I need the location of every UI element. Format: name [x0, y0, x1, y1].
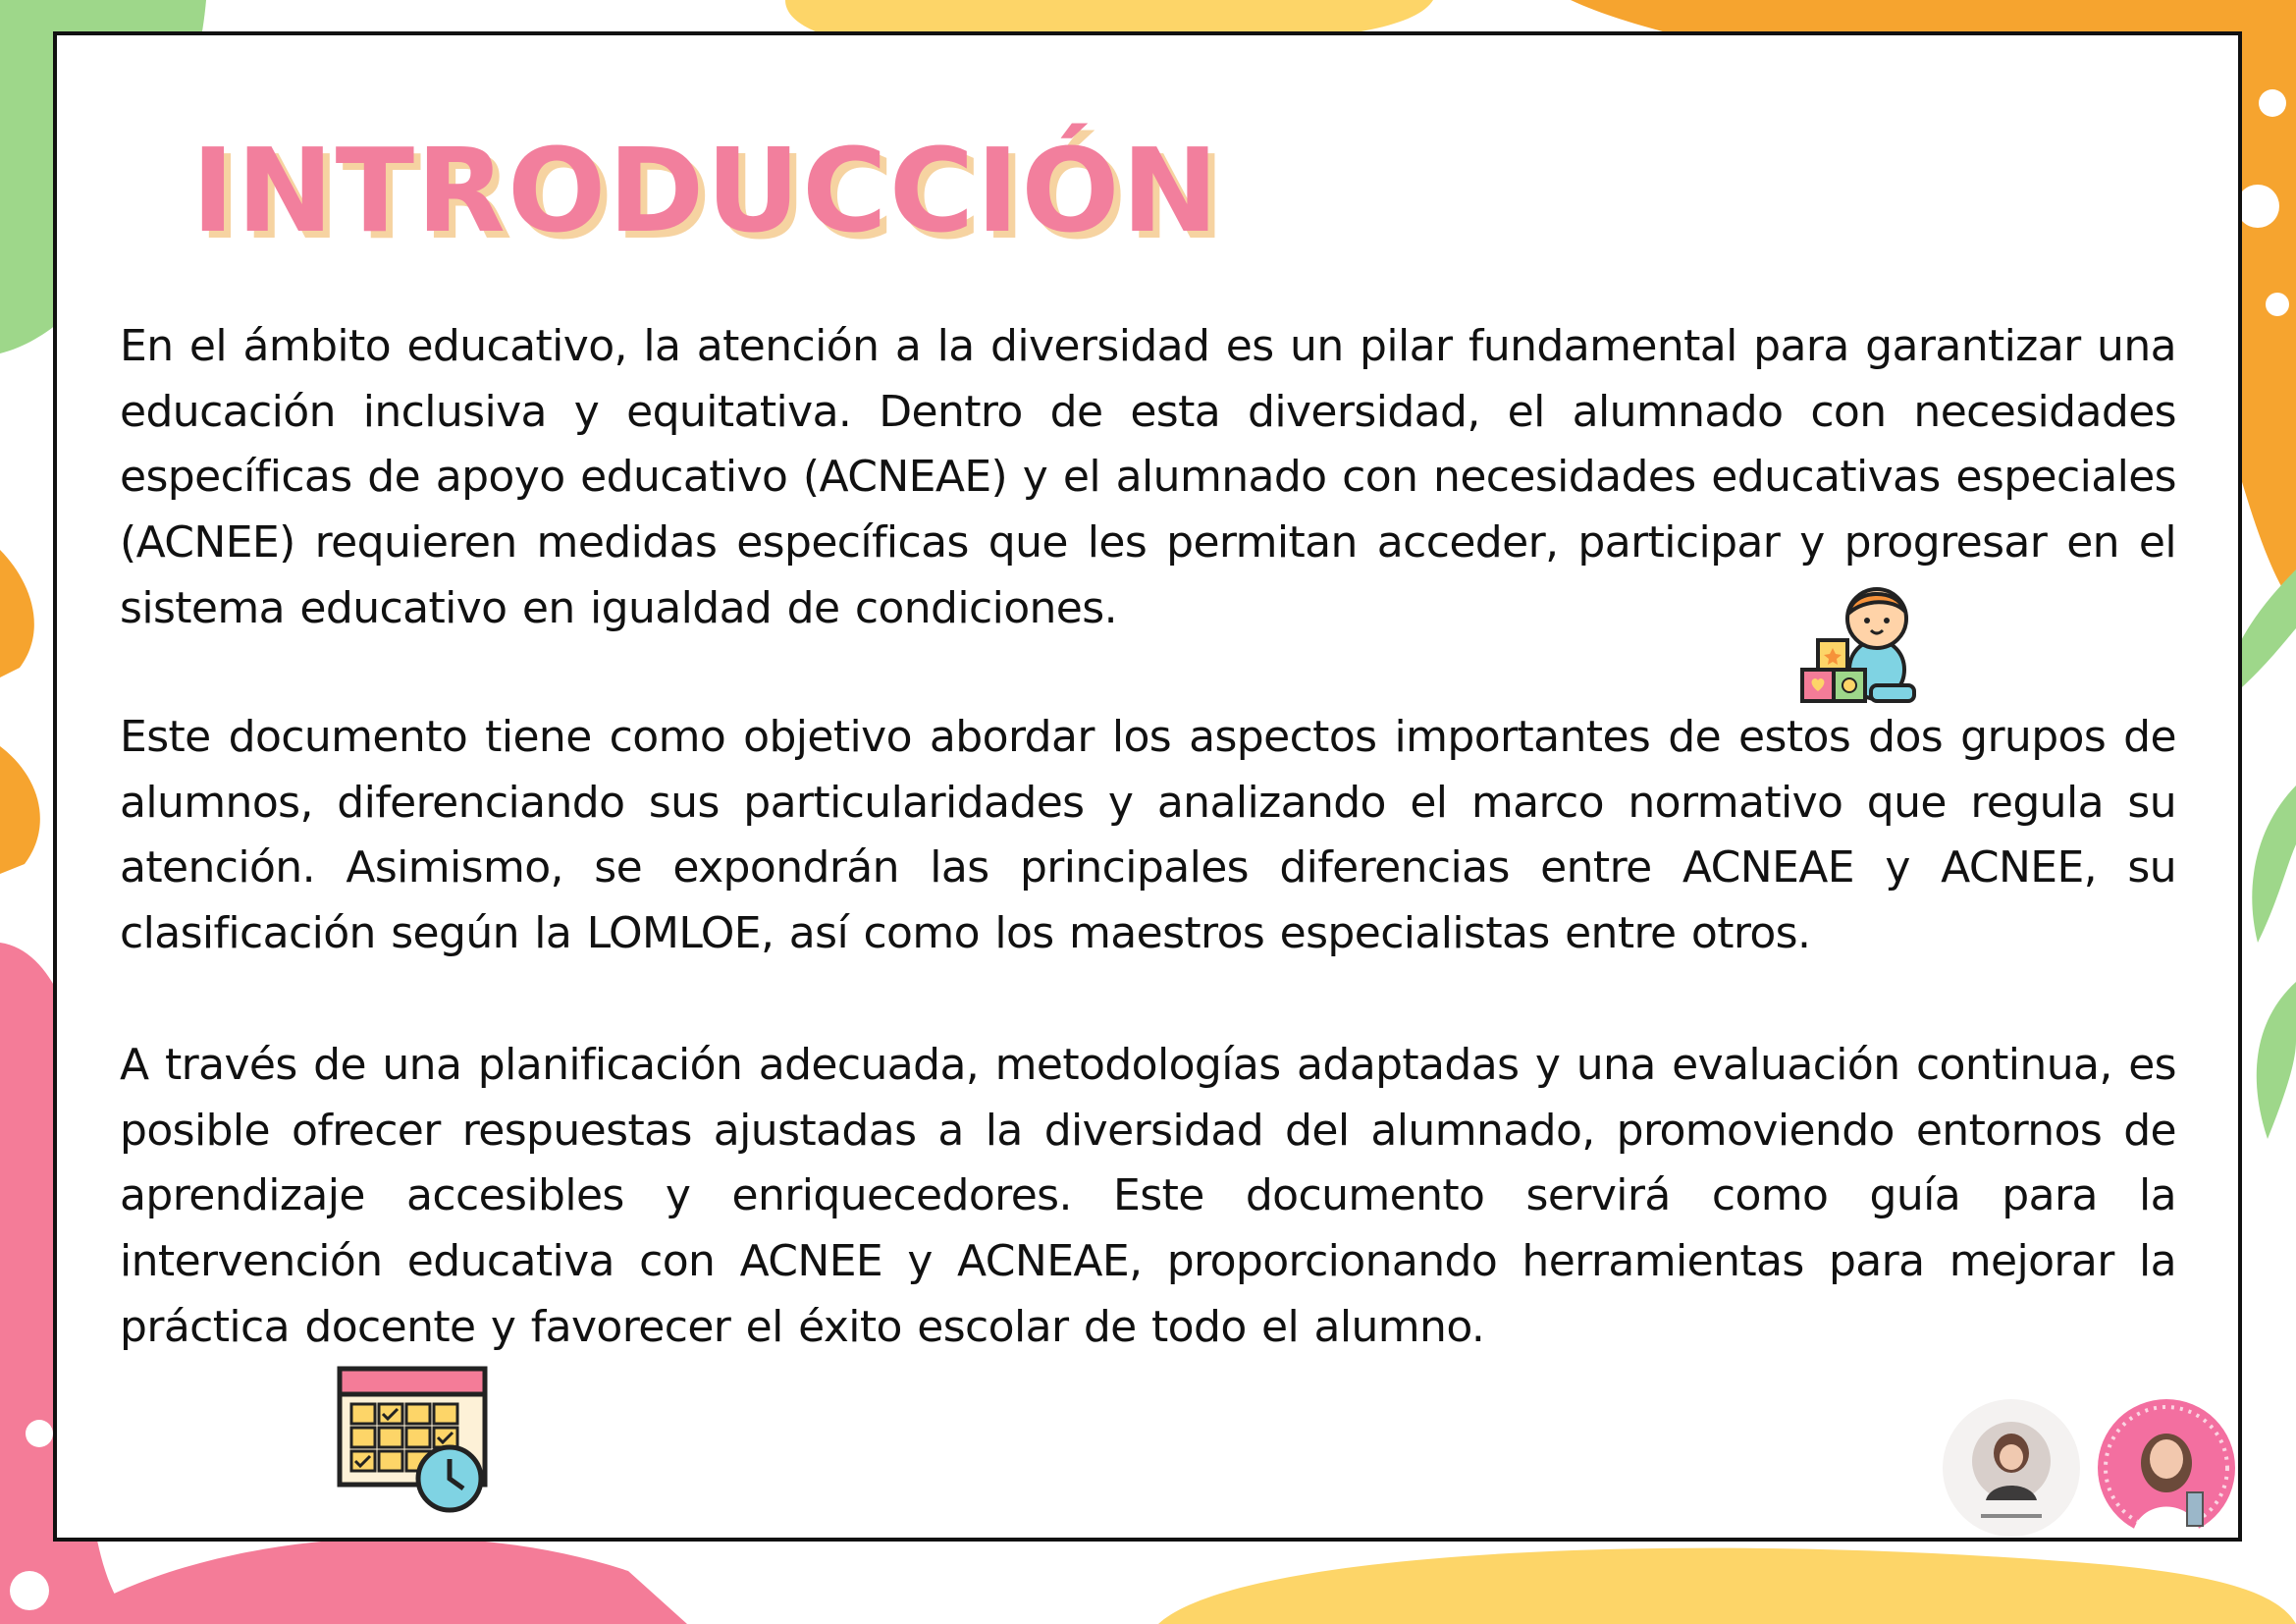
logo-teacher-circle-pink	[2097, 1398, 2236, 1538]
logo-teacher-circle-white	[1942, 1398, 2081, 1538]
paragraph-methodology: A través de una planificación adecuada, metodologías adaptadas y una evaluación continua, es posible ofrecer respuestas ajustadas a la diversidad del alumnado, promoviendo entornos de aprendizaje accesibles y enriquecedores. Este documento servirá como guía para la intervención educativa con ACNEE y ACNEAE, proporcionando herramientas para mejorar la práctica docente y favorecer el éxito escolar de todo el alumno.	[120, 1040, 2176, 1352]
child-with-blocks-icon	[1796, 571, 1924, 704]
paragraph-intro: En el ámbito educativo, la atención a la diversidad es un pilar fundamental para garantizar una educación inclusiva y equitativa. Dentro de esta diversidad, el alumnado con necesidades específicas de apoyo educativo (ACNEAE) y el alumnado con necesidades educativas especiales (ACNEE) requieren medidas específicas que les permitan acceder, participar y progresar en el sistema educativo en igualdad de condiciones.	[120, 321, 2176, 633]
calendar-clock-icon	[334, 1363, 491, 1515]
paragraph-objective: Este documento tiene como objetivo abordar los aspectos importantes de estos dos grupos de alumnos, diferenciando sus particularidades y analizando el marco normativo que regula su atención. Asimismo, se expondrán las principales diferencias entre ACNEAE y ACNEE, su clasificación según la LOMLOE, así como los maestros especialistas entre otros.	[120, 712, 2176, 959]
page-title: INTRODUCCIÓN	[191, 123, 1221, 258]
